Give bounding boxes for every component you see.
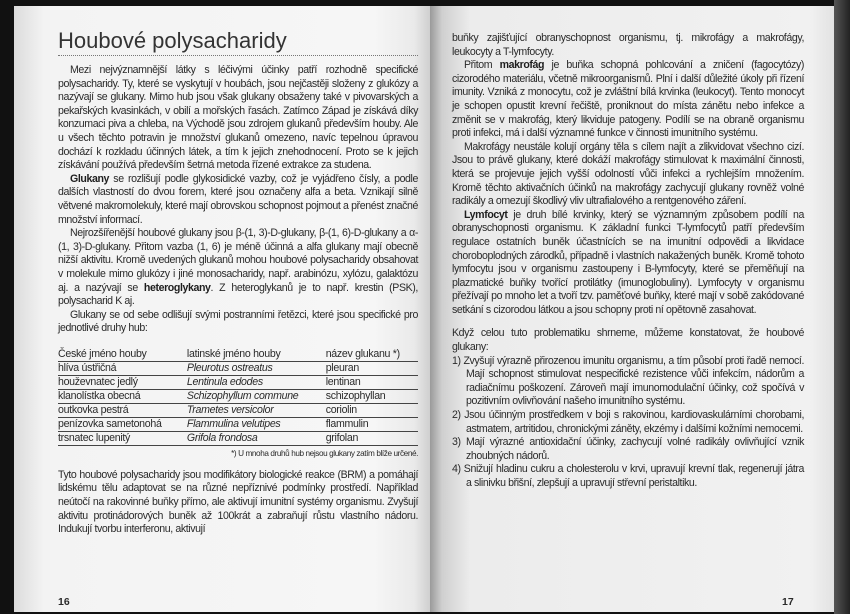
list-item: 3) Mají výrazné antioxidační účinky, zachycují volné radikály ovlivňující vznik zhoubných nádorů. — [452, 436, 804, 462]
book-edge — [834, 0, 850, 614]
table-cell: hlíva ústřičná — [58, 361, 187, 375]
paragraph-text: Nejrozšířenější houbové glukany jsou β-(1, 3)-D-glukany, β-(1, 6)-D-glukany a α-(1, 3)-D-glukany. Přitom vazba (1, 6) je méně účinná a alfa glukany mají obecně nižší aktivitu. Kromě uvedených glukanů mohou houbové polysacharidy obsahovat v molekule mimo glukózy i jiné monosacharidy, např. arabinózu, xylózu, galaktózu aj. a nazývají se — [58, 227, 418, 294]
paragraph-text: Přitom — [464, 59, 500, 72]
table-cell: Lentinula edodes — [187, 375, 326, 389]
table-cell: grifolan — [326, 431, 418, 445]
table-cell: houževnatec jedlý — [58, 375, 187, 389]
table-cell: Trametes versicolor — [187, 403, 326, 417]
left-page-body — [58, 64, 418, 537]
table-cell: Flammulina velutipes — [187, 417, 326, 431]
paragraph: Mezi nejvýznamnější látky s léčivými účinky patří rozhodně specifické polysacharidy. Ty, které se vyskytují v houbách, jsou nejčastěji složeny z glukózy a nazývají se glukany. Mimo hub jsou však glukany obsaženy také v pivovarských a pekařských kvasinkách, v obilí a mořských řasách. Zatímco Západ je získává díky konzumaci piva a chleba, na Východě jsou zdrojem glukanů především houby. Ale u všech těchto potravin je množství glukanů omezeno, navíc tepelnou úpravou dochází k rozkladu účinných látek, a tím k jejich znehodnocení. Proto se k jejich získávání používá především šetrná metoda řízené extrakce za studena. — [58, 64, 418, 172]
table-cell: outkovka pestrá — [58, 403, 187, 417]
paragraph: Glukany se od sebe odlišují svými postranními řetězci, které jsou specifické pro jednotlivé druhy hub: — [58, 308, 418, 335]
right-page-body — [452, 32, 804, 491]
summary-intro: Když celou tuto problematiku shrneme, můžeme konstatovat, že houbové glukany: — [452, 327, 804, 354]
bold-term: Lymfocyt — [464, 208, 508, 221]
chapter-title: Houbové polysacharidy — [58, 28, 418, 56]
paragraph: Makrofágy neustále kolují orgány těla s cílem najít a zlikvidovat všechno cizí. Jsou to právě glukany, které dokáží makrofágy stimulovat k maximální činnosti, která se projevuje jejich vyšší odolností vůči infekci a rychlejším množením. Kromě těchto aktivačních účinků na makrofágy zachycují glukany rovněž volné radikály a omezují škodlivý vliv ultrafialového a rentgenového záření. — [452, 140, 804, 208]
table-cell: flammulin — [326, 417, 418, 431]
table-cell: penízovka sametonohá — [58, 417, 187, 431]
table-row — [58, 431, 418, 445]
table-header: latinské jméno houby — [187, 348, 326, 362]
paragraph: Tyto houbové polysacharidy jsou modifikátory biologické reakce (BRM) a pomáhají lidskému tělu adaptovat se na různé nepříznivé podmínky prostředí. Například neútočí na rakovinné buňky přímo, ale aktivují imunitní systémy organismu. Zvyšují aktivitu protinádorových buněk až 100krát a zabraňují růstu vlastního nádoru. Indukují tvorbu interferonu, aktivují — [58, 468, 418, 536]
summary-list — [452, 355, 804, 491]
paragraph — [452, 59, 804, 141]
table-header: České jméno houby — [58, 348, 187, 362]
paragraph — [452, 209, 804, 318]
table-cell: lentinan — [326, 375, 418, 389]
paragraph-text: . Z heteroglykanů je to např. krestin (PSK), polysacharid K aj. — [58, 281, 418, 308]
page-number: 17 — [782, 596, 794, 608]
bold-term: Glukany — [70, 172, 110, 185]
mushroom-glucan-table — [58, 348, 418, 446]
paragraph-text: se rozlišují podle glykosidické vazby, což je vyjádřeno čísly, a podle dalších vlastností do dvou forem, které jsou označeny alfa a beta. Vznikají silně větvené makromolekuly, které mají obrovskou schopnost pojmout a přenést značné množství informací. — [58, 172, 418, 226]
table-cell: coriolin — [326, 403, 418, 417]
paragraph — [58, 173, 418, 227]
paragraph-text: je druh bílé krvinky, který se významným způsobem podílí na obranyschopnosti organismu. K základní funkci T-lymfocytů patří především regulace ostatních buněk účastnících se na imunitní odpovědi a likvidace choroboplodných zárodků, případně i vlastních nakažených buněk. Kromě tohoto lymfocytu jsou v organismu zastoupeny i B-lymfocyty, které se přeměňují na plazmatické buňky tvořící protilátky (imunoglobuliny). Lymfocyty v organismu přežívají po mnoho let a tvoří tzv. paměťové buňky, které mají v sobě zakódované setkání s cizorodou látkou a jsou schopny proti ní opětovně zasahovat. — [452, 208, 804, 316]
paragraph-text: je buňka schopná pohlcování a zničení (fagocytózy) cizorodého materiálu, včetně mikroorganismů. Plní i další důležité úkoly při řízení imunity. Vzniká z monocytu, což je zvláštní bílá krvinka (leukocyt). Tento monocyt je schopen opustit krevní řečiště, proniknout do místa zánětu nebo infekce a změnit se v makrofág, který likviduje patogeny. Podílí se na obraně organismu proti infekci, má i další významné funkce v činnosti imunitního systému. — [452, 59, 804, 140]
page-number: 16 — [58, 596, 70, 608]
table-header-row — [58, 348, 418, 362]
table-cell: Grifola frondosa — [187, 431, 326, 445]
table-row — [58, 361, 418, 375]
list-item: 4) Snižují hladinu cukru a cholesterolu v krvi, upravují krevní tlak, regenerují játra a slinivku břišní, zlepšují a upravují střevní peristaltiku. — [452, 463, 804, 489]
table-cell: Pleurotus ostreatus — [187, 361, 326, 375]
list-item: 1) Zvyšují výrazně přirozenou imunitu organismu, a tím působí proti řadě nemocí. Mají schopnost stimulovat nespecifické rezistence vůči infekcím, nádorům a radiačnímu poškození. Zároveň mají imunomodulační účinky, což spočívá v pozitivním ovlivňování našeho imunitního systému. — [452, 354, 804, 408]
paragraph: buňky zajišťující obranyschopnost organismu, tj. mikrofágy a makrofágy, leukocyty a T-lymfocyty. — [452, 32, 804, 58]
table-row — [58, 417, 418, 431]
table-cell: Schizophyllum commune — [187, 389, 326, 403]
list-item: 2) Jsou účinným prostředkem v boji s rakovinou, kardiovaskulárními chorobami, astmatem, artritidou, chronickými záněty, ekzémy i dalšími kožními nemocemi. — [452, 409, 804, 435]
table-cell: klanolístka obecná — [58, 389, 187, 403]
table-row — [58, 375, 418, 389]
table-cell: pleuran — [326, 361, 418, 375]
table-cell: trsnatec lupenitý — [58, 431, 187, 445]
bold-term: makrofág — [499, 59, 545, 72]
table-row — [58, 389, 418, 403]
bold-term: heteroglykany — [143, 281, 211, 294]
table-row — [58, 403, 418, 417]
paragraph — [58, 227, 418, 309]
table-footnote: *) U mnoha druhů hub nejsou glukany zatím blíže určené. — [231, 448, 418, 458]
left-page — [14, 6, 430, 612]
table-header: název glukanu *) — [326, 348, 418, 362]
table-cell: schizophyllan — [326, 389, 418, 403]
right-page — [430, 6, 834, 612]
